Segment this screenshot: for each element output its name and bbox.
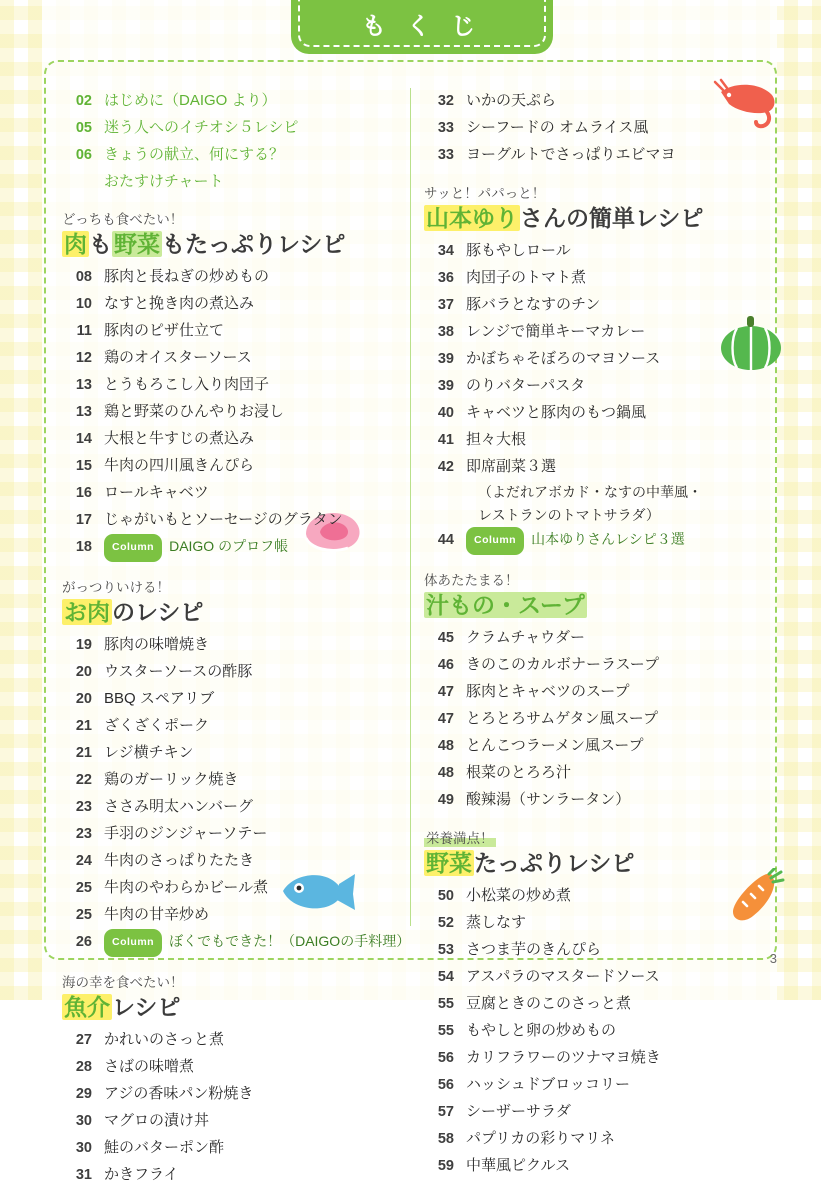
toc-entry[interactable] <box>62 686 412 712</box>
toc-entry-page: 19 <box>75 637 92 653</box>
toc-entry[interactable] <box>424 706 774 732</box>
toc-entry-title: 牛肉のやわらかビール煮 <box>104 879 269 896</box>
toc-entry-page: 22 <box>75 772 92 788</box>
toc-entry-title: 鶏と野菜のひんやりお浸し <box>104 403 285 420</box>
toc-section-heading <box>62 971 412 1022</box>
toc-entry[interactable] <box>424 454 774 480</box>
toc-entry-page: 05 <box>75 120 92 136</box>
toc-entry[interactable] <box>62 848 412 874</box>
toc-entry[interactable] <box>424 319 774 345</box>
toc-entry-title: カリフラワーのツナマヨ焼き <box>466 1049 661 1066</box>
toc-entry-page: 31 <box>75 1167 92 1183</box>
toc-entry-title: かれいのさっと煮 <box>104 1031 225 1048</box>
toc-entry[interactable] <box>62 1081 412 1107</box>
toc-entry[interactable] <box>424 400 774 426</box>
toc-entry[interactable] <box>62 399 412 425</box>
toc-entry-title: じゃがいもとソーセージのグラタン <box>104 511 343 528</box>
column-title: DAIGO のプロフ帳 <box>169 538 289 554</box>
toc-entry[interactable] <box>62 1054 412 1080</box>
column-badge: Column <box>104 929 162 957</box>
toc-entry[interactable] <box>424 527 774 555</box>
section-title <box>424 203 774 233</box>
toc-entry[interactable] <box>424 1045 774 1071</box>
toc-entry-title: アジの香味パン粉焼き <box>104 1085 254 1102</box>
toc-entry[interactable] <box>62 507 412 533</box>
toc-entry[interactable] <box>424 883 774 909</box>
toc-entry-page: 18 <box>75 539 92 555</box>
toc-entry[interactable] <box>62 1108 412 1134</box>
toc-entry[interactable] <box>424 238 774 264</box>
section-lead-text: 海の幸を食べたい！ <box>62 975 184 990</box>
toc-entry-page: 30 <box>75 1113 92 1129</box>
toc-entry[interactable] <box>424 88 774 114</box>
toc-entry-page: 42 <box>437 459 454 475</box>
toc-entry[interactable] <box>424 910 774 936</box>
toc-entry-page: 27 <box>75 1032 92 1048</box>
section-lead-text: どっちも食べたい！ <box>62 212 184 227</box>
toc-entry-title: 牛肉のさっぱりたたき <box>104 852 255 869</box>
toc-entry-page: 13 <box>75 404 92 420</box>
toc-entry-page: 40 <box>437 405 454 421</box>
toc-entry-page: 46 <box>437 657 454 673</box>
toc-entry-page: 38 <box>437 324 454 340</box>
toc-section-heading <box>424 182 774 233</box>
toc-entry-page: 52 <box>437 915 454 931</box>
toc-header-tab <box>291 0 553 54</box>
section-lead-text: 体あたたまる！ <box>424 573 519 588</box>
toc-entry-title: 豚肉のピザ仕立て <box>104 322 225 339</box>
toc-entry-page: 33 <box>437 120 454 136</box>
column-title: ぼくでもできた！（DAIGOの手料理） <box>169 933 411 949</box>
toc-entry-title: 牛肉の四川風きんぴら <box>104 457 255 474</box>
toc-entry[interactable] <box>424 937 774 963</box>
toc-entry[interactable] <box>62 318 412 344</box>
toc-entry-title: キャベツと豚肉のもつ鍋風 <box>466 404 647 421</box>
toc-entry-page: 37 <box>437 297 454 313</box>
toc-entry[interactable] <box>62 875 412 901</box>
toc-entry[interactable] <box>62 480 412 506</box>
section-lead-text: サッと！パパっと！ <box>424 186 546 201</box>
section-title-part: 野菜 <box>426 850 472 876</box>
toc-entry-page: 28 <box>75 1059 92 1075</box>
column-badge: Column <box>104 534 162 562</box>
toc-entry-title: いかの天ぷら <box>466 92 557 109</box>
toc-entry-title <box>466 527 685 555</box>
toc-entry[interactable] <box>424 787 774 813</box>
toc-entry-page: 29 <box>75 1086 92 1102</box>
toc-entry-title: 豆腐ときのこのさっと煮 <box>466 995 632 1012</box>
toc-entry[interactable] <box>424 964 774 990</box>
toc-entry[interactable] <box>62 169 412 194</box>
toc-entry-title: クラムチャウダー <box>466 629 585 646</box>
toc-entry[interactable] <box>424 115 774 141</box>
toc-entry-title: 豚肉とキャベツのスープ <box>466 683 630 700</box>
toc-entry-title: レジ横チキン <box>104 744 194 761</box>
toc-entry-page: 23 <box>75 826 92 842</box>
toc-entry-page: 10 <box>75 296 92 312</box>
toc-entry-page: 56 <box>437 1077 454 1093</box>
toc-entry[interactable] <box>62 345 412 371</box>
column-badge: Column <box>466 527 524 555</box>
toc-entry[interactable] <box>424 1153 774 1179</box>
toc-entry-title: のりバターパスタ <box>466 377 586 394</box>
toc-entry-title: 豚肉の味噌焼き <box>104 636 210 653</box>
page-title: も く じ <box>361 13 483 40</box>
toc-entry[interactable] <box>62 115 412 141</box>
toc-entry[interactable] <box>62 929 412 957</box>
toc-entry-title: ささみ明太ハンバーグ <box>104 798 253 815</box>
toc-entry[interactable] <box>62 291 412 317</box>
section-title-part: 肉 <box>64 231 87 257</box>
toc-entry[interactable] <box>424 373 774 399</box>
toc-entry-title: もやしと卵の炒めもの <box>466 1022 617 1039</box>
toc-entry-page: 02 <box>75 93 92 109</box>
section-title <box>424 848 774 878</box>
toc-entry-title: マグロの漬け丼 <box>104 1112 210 1129</box>
toc-entry-page: 48 <box>437 765 454 781</box>
toc-entry[interactable] <box>424 1018 774 1044</box>
section-title-part: のレシピ <box>112 599 204 625</box>
toc-entry-title: かきフライ <box>104 1166 179 1183</box>
toc-entry-page: 08 <box>75 269 92 285</box>
section-title <box>62 992 412 1022</box>
toc-entry[interactable] <box>424 1126 774 1152</box>
toc-entry-title: 鶏のガーリック焼き <box>104 771 239 788</box>
toc-entry-page: 48 <box>437 738 454 754</box>
toc-entry[interactable] <box>62 426 412 452</box>
toc-entry[interactable] <box>62 534 412 562</box>
toc-entry[interactable] <box>424 679 774 705</box>
section-lead-text: がっつりいける！ <box>62 580 170 595</box>
toc-entry-page: 32 <box>437 93 454 109</box>
section-title-part: さんの簡単レシピ <box>520 205 704 231</box>
toc-entry[interactable] <box>62 740 412 766</box>
toc-entry-page: 59 <box>437 1158 454 1174</box>
toc-entry-title: おたすけチャート <box>104 173 224 190</box>
toc-entry-page: 26 <box>75 934 92 950</box>
toc-entry-title: きょうの献立、何にする？ <box>104 146 285 163</box>
toc-entry[interactable] <box>62 713 412 739</box>
toc-entry[interactable] <box>62 632 412 658</box>
toc-entry-page: 55 <box>437 996 454 1012</box>
toc-entry[interactable] <box>62 794 412 820</box>
toc-entry[interactable] <box>424 625 774 651</box>
toc-entry-page: 20 <box>75 664 92 680</box>
toc-entry[interactable] <box>424 346 774 372</box>
toc-entry-title: 豚肉と長ねぎの炒めもの <box>104 268 270 285</box>
toc-entry-page: 06 <box>75 147 92 163</box>
toc-entry-page: 54 <box>437 969 454 985</box>
toc-section-heading <box>62 576 412 627</box>
toc-entry[interactable] <box>424 1099 774 1125</box>
toc-entry[interactable] <box>424 991 774 1017</box>
toc-entry-title: きのこのカルボナーラスープ <box>466 656 660 673</box>
toc-entry[interactable] <box>62 1162 412 1188</box>
toc-entry-title: 根菜のとろろ汁 <box>466 764 572 781</box>
toc-entry-title: 迷う人へのイチオシ５レシピ <box>104 119 299 136</box>
section-title <box>424 590 774 620</box>
toc-section-heading <box>424 827 774 878</box>
page-number: 3 <box>769 951 777 966</box>
toc-entry-page: 55 <box>437 1023 454 1039</box>
toc-entry-page: 21 <box>75 745 92 761</box>
toc-entry-page: 34 <box>437 243 454 259</box>
toc-entry-title: 担々大根 <box>466 431 527 448</box>
toc-entry-page: 23 <box>75 799 92 815</box>
toc-entry-page: 56 <box>437 1050 454 1066</box>
section-title <box>62 597 412 627</box>
toc-entry[interactable] <box>424 142 774 168</box>
toc-entry[interactable] <box>424 760 774 786</box>
toc-entry-title: BBQ スペアリブ <box>104 690 215 707</box>
toc-entry[interactable] <box>62 659 412 685</box>
toc-entry-title: ハッシュドブロッコリー <box>466 1076 630 1093</box>
section-title-part: たっぷりレシピ <box>474 850 635 876</box>
toc-entry[interactable] <box>62 372 412 398</box>
toc-entry-page: 45 <box>437 630 454 646</box>
section-title-part: 野菜 <box>114 231 160 257</box>
toc-entry-title: とろとろサムゲタン風スープ <box>466 710 659 727</box>
toc-entry-title: はじめに（DAIGO より） <box>104 92 277 109</box>
toc-entry-title: 小松菜の炒め煮 <box>466 887 572 904</box>
toc-entry-page: 13 <box>75 377 92 393</box>
toc-entry-page: 47 <box>437 711 454 727</box>
toc-entry[interactable] <box>424 652 774 678</box>
toc-entry-title: さつま芋のきんぴら <box>466 941 602 958</box>
column-title: 山本ゆりさんレシピ３選 <box>531 531 685 547</box>
toc-entry[interactable] <box>62 767 412 793</box>
toc-entry-title: とんこつラーメン風スープ <box>466 737 644 754</box>
toc-entry-page: 11 <box>76 323 92 339</box>
toc-entry-title: レンジで簡単キーマカレー <box>466 323 646 340</box>
toc-entry-page: 20 <box>75 691 92 707</box>
toc-entry-title: 豚もやしロール <box>466 242 571 259</box>
toc-entry-page: 49 <box>437 792 454 808</box>
toc-entry-title: 鮭のバターポン酢 <box>104 1139 225 1156</box>
section-title-part: 汁もの・スープ <box>426 592 585 618</box>
toc-left-column <box>62 88 412 1189</box>
toc-entry-title: 牛肉の甘辛炒め <box>104 906 210 923</box>
section-title-part: お肉 <box>64 599 110 625</box>
toc-entry[interactable] <box>424 265 774 291</box>
toc-entry-page: 16 <box>75 485 92 501</box>
toc-entry-page: 44 <box>437 532 454 548</box>
toc-entry[interactable] <box>62 1135 412 1161</box>
toc-entry-page: 39 <box>437 351 454 367</box>
toc-entry[interactable] <box>62 264 412 290</box>
toc-entry-page: 15 <box>75 458 92 474</box>
toc-entry-title: 即席副菜３選 <box>466 458 557 475</box>
toc-entry[interactable] <box>62 821 412 847</box>
toc-entry[interactable] <box>424 427 774 453</box>
toc-entry-title: 肉団子のトマト煮 <box>466 269 587 286</box>
toc-entry-title: 手羽のジンジャーソテー <box>104 825 268 842</box>
toc-entry-title: さばの味噌煮 <box>104 1058 195 1075</box>
toc-entry-note: （よだれアボカド・なすの中華風・ レストランのトマトサラダ） <box>478 484 702 523</box>
toc-entry-page: 17 <box>75 512 92 528</box>
toc-entry-title: ざくざくポーク <box>104 717 210 734</box>
toc-entry-page: 24 <box>75 853 92 869</box>
section-title <box>62 229 412 259</box>
toc-entry-page: 25 <box>75 907 92 923</box>
toc-entry-title: 蒸しなす <box>466 914 527 931</box>
section-title-part: もたっぷりレシピ <box>162 231 346 257</box>
toc-entry-title <box>104 929 410 957</box>
toc-entry-title: 酸辣湯（サンラータン） <box>466 791 631 808</box>
toc-section-heading <box>424 569 774 620</box>
toc-entry-page: 14 <box>75 431 92 447</box>
toc-entry-title: パプリカの彩りマリネ <box>466 1130 615 1147</box>
toc-entry-page: 36 <box>437 270 454 286</box>
toc-entry[interactable] <box>62 88 412 114</box>
toc-entry-page: 12 <box>75 350 92 366</box>
toc-entry-title <box>104 534 288 562</box>
toc-entry-title: とうもろこし入り肉団子 <box>104 376 270 393</box>
toc-entry-page: 53 <box>437 942 454 958</box>
toc-section-heading <box>62 208 412 259</box>
toc-entry-title: ロールキャベツ <box>104 484 209 501</box>
toc-entry[interactable] <box>424 292 774 318</box>
toc-entry-page: 30 <box>75 1140 92 1156</box>
toc-entry-page: 33 <box>437 147 454 163</box>
toc-entry-title: ヨーグルトでさっぱりエビマヨ <box>466 146 676 163</box>
toc-entry[interactable] <box>424 1072 774 1098</box>
toc-entry-page: 25 <box>75 880 92 896</box>
toc-entry-title: シーフードの オムライス風 <box>466 119 649 136</box>
toc-entry-page: 57 <box>437 1104 454 1120</box>
toc-entry-page: 41 <box>437 432 454 448</box>
toc-entry-title: 豚バラとなすのチン <box>466 296 601 313</box>
toc-right-column <box>424 88 774 1180</box>
toc-entry[interactable] <box>62 142 412 168</box>
toc-entry-title: 中華風ピクルス <box>466 1157 571 1174</box>
toc-entry[interactable] <box>62 902 412 928</box>
section-title-part: も <box>89 231 112 257</box>
toc-entry-page: 39 <box>437 378 454 394</box>
toc-entry-title: なすと挽き肉の煮込み <box>104 295 255 312</box>
toc-entry-title: 大根と牛すじの煮込み <box>104 430 255 447</box>
section-title-part: 魚介 <box>64 994 110 1020</box>
toc-entry-page: 50 <box>437 888 454 904</box>
toc-entry[interactable] <box>62 453 412 479</box>
toc-entry-title: アスパラのマスタードソース <box>466 968 660 985</box>
section-title-part: レシピ <box>112 994 181 1020</box>
toc-entry-page: 47 <box>437 684 454 700</box>
toc-entry-title: 鶏のオイスターソース <box>104 349 252 366</box>
toc-entry-page: 58 <box>437 1131 454 1147</box>
toc-entry[interactable] <box>424 733 774 759</box>
section-title-part: 山本ゆり <box>426 205 518 231</box>
toc-entry[interactable] <box>62 1027 412 1053</box>
toc-entry-title: シーザーサラダ <box>466 1103 571 1120</box>
toc-entry-title: ウスターソースの酢豚 <box>104 663 253 680</box>
section-lead-text: 栄養満点！ <box>424 827 496 847</box>
toc-entry-title: かぼちゃそぼろのマヨソース <box>466 350 661 367</box>
toc-entry-page: 21 <box>75 718 92 734</box>
